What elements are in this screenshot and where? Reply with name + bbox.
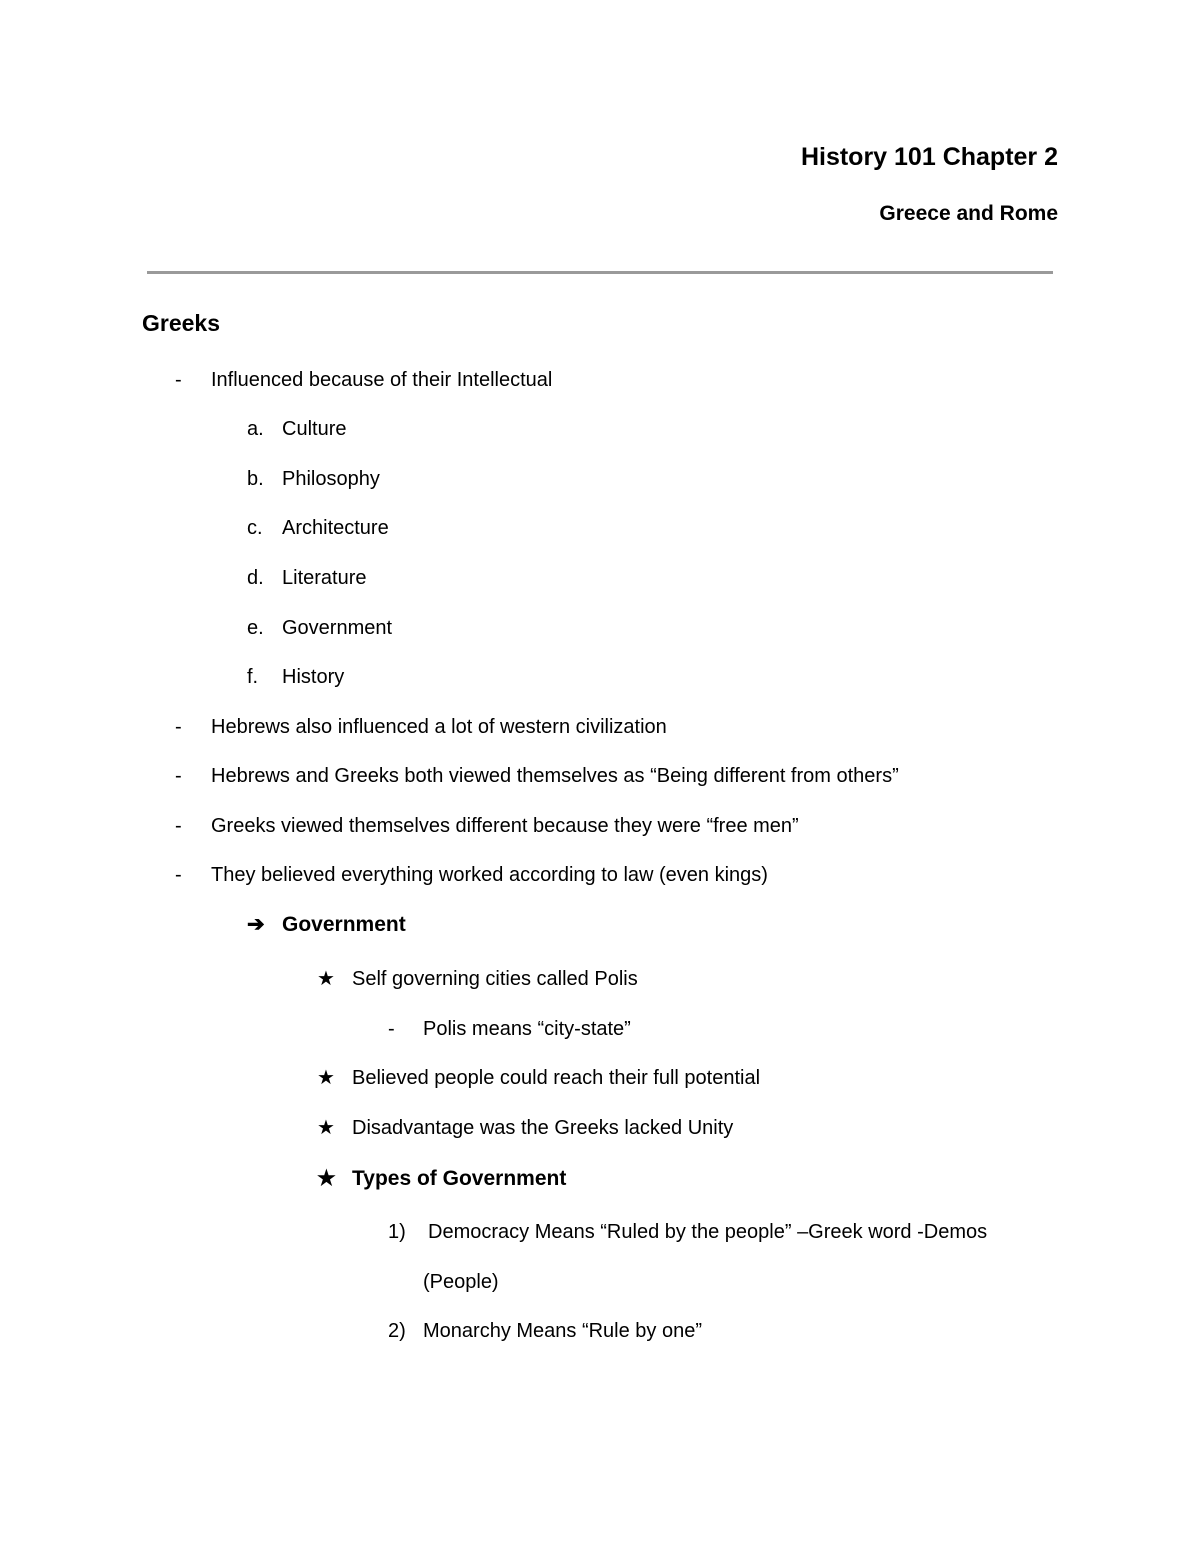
list-item: Government [282, 617, 393, 639]
list-marker: a. [247, 418, 264, 440]
bullet-marker: - [175, 369, 182, 391]
arrow-icon: ➔ [247, 913, 265, 936]
list-item: History [282, 666, 345, 688]
government-point: Disadvantage was the Greeks lacked Unity [352, 1117, 734, 1139]
list-item: Culture [282, 418, 347, 440]
document-title: History 101 Chapter 2 [800, 143, 1058, 171]
list-item: Philosophy [282, 468, 380, 490]
bullet-marker: - [175, 716, 182, 738]
bullet-text: Hebrews and Greeks both viewed themselves as “Being different from others” [211, 765, 899, 787]
bullet-text: Influenced because of their Intellectual [211, 369, 553, 391]
numbered-item: Monarchy Means “Rule by one” [423, 1320, 703, 1342]
government-point: Believed people could reach their full potential [352, 1067, 761, 1089]
types-heading: Types of Government [352, 1167, 567, 1190]
list-marker: f. [247, 666, 259, 688]
list-marker: e. [247, 617, 264, 639]
star-icon: ★ [317, 1167, 336, 1190]
star-icon: ★ [317, 968, 335, 990]
list-marker: b. [247, 468, 264, 490]
bullet-text: They believed everything worked according to law (even kings) [211, 864, 768, 886]
bullet-marker: - [175, 765, 182, 787]
document-subtitle: Greece and Rome [879, 202, 1058, 225]
list-marker: d. [247, 567, 264, 589]
star-icon: ★ [317, 1067, 335, 1089]
list-item: Literature [282, 567, 367, 589]
sub-bullet-marker: - [388, 1018, 395, 1040]
numbered-item: Democracy Means “Ruled by the people” –Greek word -Demos [428, 1221, 988, 1243]
section-heading: Greeks [142, 310, 221, 336]
star-icon: ★ [317, 1117, 335, 1139]
bullet-text: Greeks viewed themselves different because they were “free men” [211, 815, 799, 837]
numbered-item-continuation: (People) [423, 1271, 499, 1293]
bullet-marker: - [175, 864, 182, 886]
list-item: Architecture [282, 517, 389, 539]
sub-bullet-text: Polis means “city-state” [423, 1018, 631, 1040]
government-point: Self governing cities called Polis [352, 968, 638, 990]
numbered-marker: 2) [388, 1320, 406, 1342]
bullet-text: Hebrews also influenced a lot of western civilization [211, 716, 667, 738]
bullet-marker: - [175, 815, 182, 837]
horizontal-rule [147, 271, 1053, 274]
numbered-marker: 1) [388, 1221, 406, 1243]
list-marker: c. [247, 517, 263, 539]
government-heading: Government [282, 913, 406, 936]
